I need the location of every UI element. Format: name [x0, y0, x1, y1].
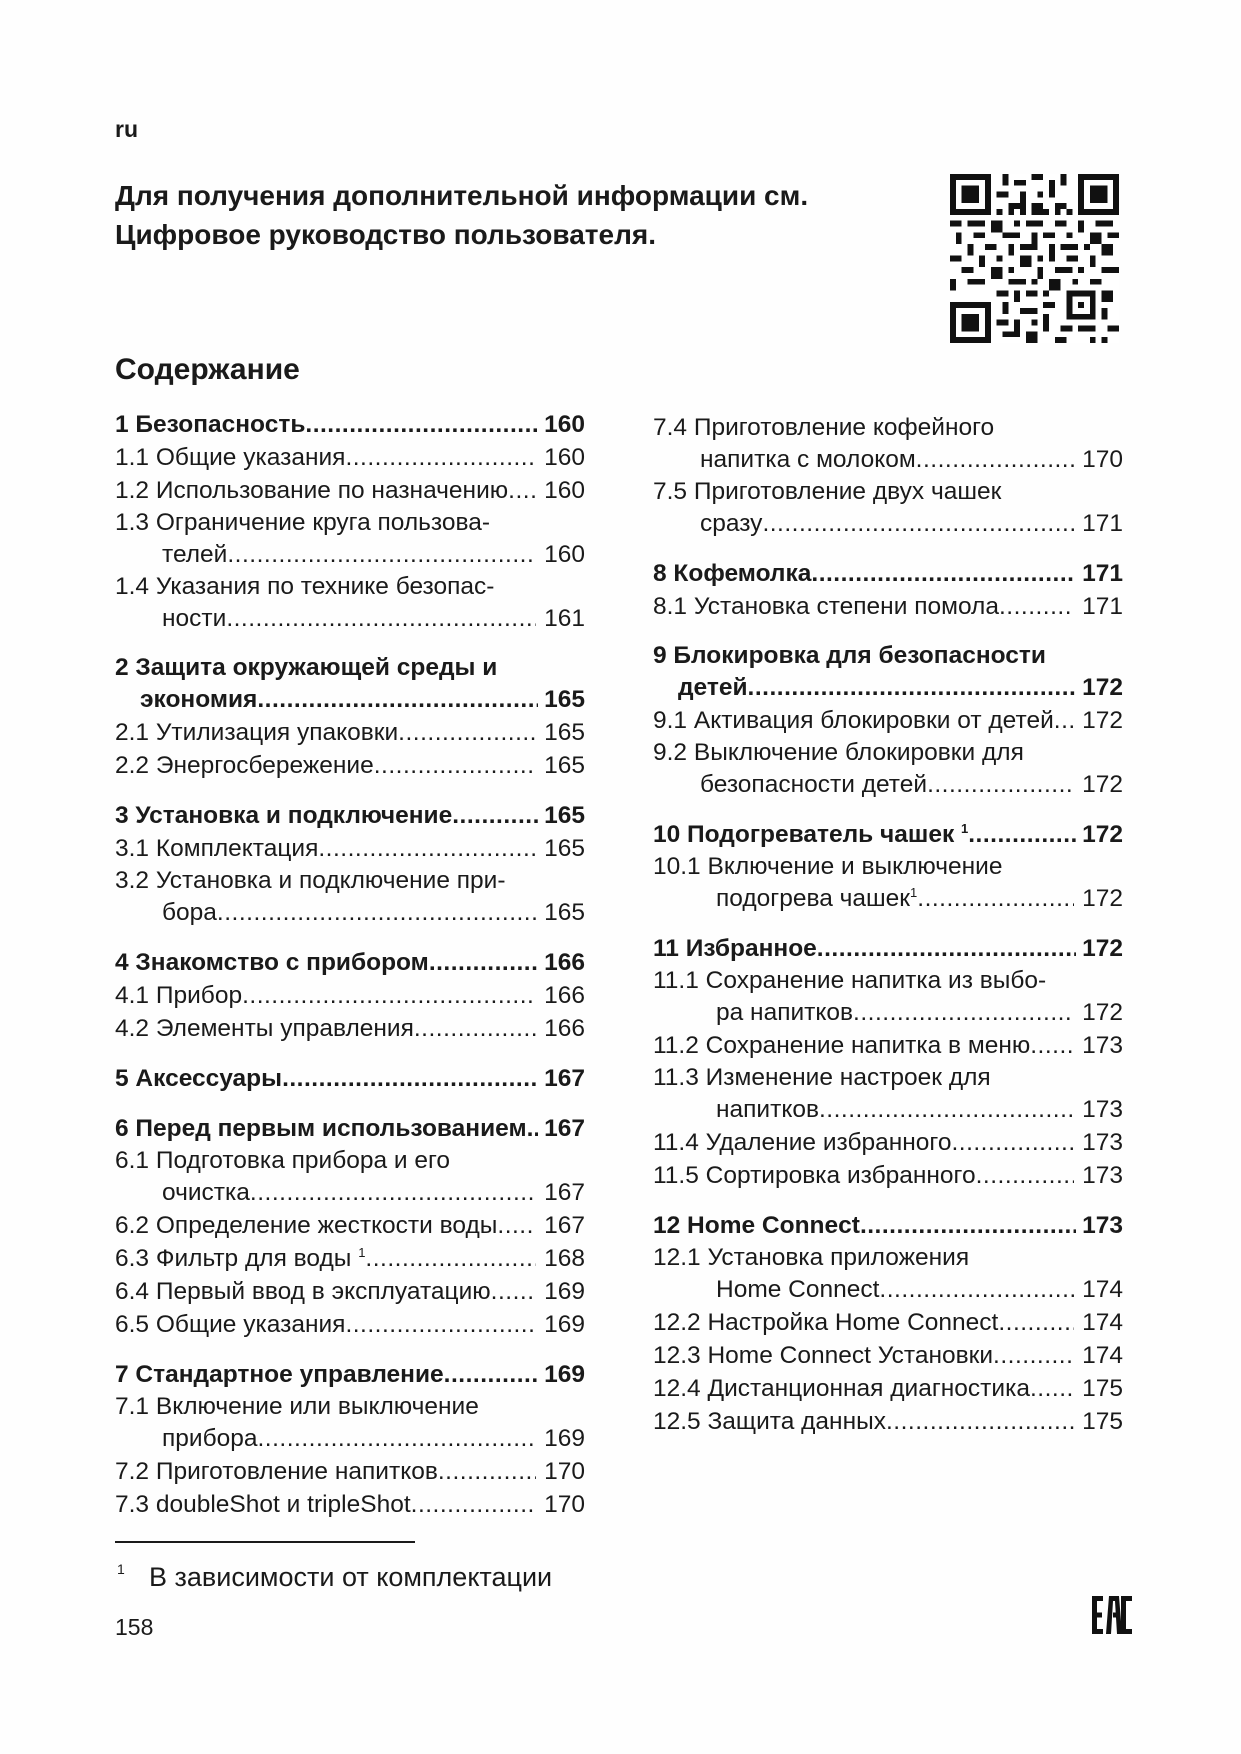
- toc-entry-title: 6.4 Первый ввод в эксплуатацию: [115, 1278, 491, 1305]
- toc-entry[interactable]: [115, 441, 585, 474]
- toc-entry-title-cont: телей: [162, 541, 228, 568]
- toc-entry-title[interactable]: 11.1 Сохранение напитка из выбо-: [653, 967, 1047, 994]
- eac-mark-icon: [1092, 1596, 1132, 1634]
- page-number: 158: [115, 1614, 154, 1640]
- toc-entry-title: 1.2 Использование по назначению: [115, 477, 509, 504]
- dot-leader: [951, 1126, 1074, 1159]
- toc-entry-title-cont: ра напитков: [716, 999, 854, 1026]
- dot-leader: [411, 1488, 536, 1521]
- toc-entry-title-cont: безопасности детей: [700, 771, 928, 798]
- dot-leader: [414, 1012, 536, 1045]
- toc-page-number: 167: [544, 1179, 585, 1206]
- toc-entry[interactable]: [115, 979, 585, 1012]
- toc-entry[interactable]: [653, 507, 1123, 540]
- dot-leader: [250, 1176, 536, 1209]
- dot-leader: [452, 799, 538, 832]
- toc-entry-title: 2.1 Утилизация упаковки: [115, 719, 399, 746]
- dot-leader: [762, 507, 1074, 540]
- toc-left-column: [115, 408, 585, 1521]
- toc-entry-title: 9.1 Активация блокировки от детей: [653, 707, 1054, 734]
- toc-page-number: 174: [1082, 1342, 1123, 1369]
- toc-entry[interactable]: [115, 602, 585, 635]
- toc-title: Содержание: [115, 353, 300, 386]
- dot-leader: [1030, 1029, 1074, 1062]
- toc-chapter-title: 10 Подогреватель чашек: [653, 821, 955, 848]
- toc-entry[interactable]: [115, 1275, 585, 1308]
- dot-leader: [886, 1405, 1074, 1438]
- toc-page-number: 173: [1082, 1162, 1123, 1189]
- toc-entry[interactable]: [115, 1209, 585, 1242]
- dot-leader: [1054, 704, 1074, 737]
- toc-chapter-title: 8 Кофемолка: [653, 560, 812, 587]
- toc-page-number: 172: [1082, 935, 1123, 962]
- toc-chapter[interactable]: [115, 946, 585, 979]
- toc-page-number: 167: [544, 1212, 585, 1239]
- toc-entry-title: 11.5 Сортировка избранного: [653, 1162, 976, 1189]
- toc-chapter[interactable]: [653, 818, 1123, 851]
- toc-page-number: 166: [544, 949, 585, 976]
- dot-leader: [811, 557, 1076, 590]
- toc-page-number: 171: [1082, 510, 1123, 537]
- toc-page-number: 165: [544, 899, 585, 926]
- toc-entry[interactable]: [653, 1372, 1123, 1405]
- toc-entry-title: 2.2 Энергосбережение: [115, 752, 374, 779]
- toc-page-number: 168: [544, 1245, 585, 1272]
- dot-leader: [976, 1159, 1075, 1192]
- toc-entry-title: 7.2 Приготовление напитков: [115, 1458, 438, 1485]
- dot-leader: [879, 1273, 1074, 1306]
- toc-page-number: 165: [544, 719, 585, 746]
- toc-entry-title: 12.4 Дистанционная диагностика: [653, 1375, 1030, 1402]
- toc-entry-title[interactable]: 7.4 Приготовление кофейного: [653, 414, 995, 441]
- language-code: ru: [115, 116, 138, 142]
- dot-leader: [993, 1339, 1074, 1372]
- toc-page-number: 172: [1082, 707, 1123, 734]
- toc-entry[interactable]: [653, 590, 1123, 623]
- dot-leader: [497, 1209, 536, 1242]
- toc-chapter-title-cont: экономия: [140, 686, 258, 713]
- dot-leader: [999, 590, 1074, 623]
- dot-leader: [998, 1306, 1074, 1339]
- toc-chapter[interactable]: [115, 683, 585, 716]
- toc-page-number: 172: [1082, 999, 1123, 1026]
- toc-page-number: 167: [544, 1065, 585, 1092]
- toc-chapter[interactable]: [115, 408, 585, 441]
- qr-code-icon: [950, 174, 1119, 343]
- dot-leader: [305, 408, 538, 441]
- dot-leader: [345, 1308, 536, 1341]
- toc-page-number: 169: [544, 1361, 585, 1388]
- footnote-text: В зависимости от комплектации: [149, 1562, 553, 1592]
- dot-leader: [345, 441, 536, 474]
- toc-entry[interactable]: [115, 1242, 585, 1275]
- dot-leader: [916, 443, 1074, 476]
- dot-leader: [226, 602, 536, 635]
- toc-chapter-title: 1 Безопасность: [115, 411, 306, 438]
- toc-page-number: 160: [544, 444, 585, 471]
- toc-chapter[interactable]: [115, 1062, 585, 1095]
- toc-page-number: 169: [544, 1425, 585, 1452]
- toc-page-number: 161: [544, 605, 585, 632]
- toc-entry-title-cont: сразу: [700, 510, 763, 537]
- toc-entry-title: 11.4 Удаление избранного: [653, 1129, 952, 1156]
- toc-page-number: 165: [544, 835, 585, 862]
- toc-chapter-title[interactable]: 9 Блокировка для безопасности: [653, 642, 1046, 669]
- toc-page-number: 160: [544, 477, 585, 504]
- toc-page-number: 171: [1082, 560, 1123, 587]
- toc-entry-title-cont: очистка: [162, 1179, 250, 1206]
- toc-chapter-title: 3 Установка и подключение: [115, 802, 453, 829]
- footnote-ref: 1: [358, 1244, 366, 1260]
- toc-entry-title[interactable]: 7.5 Приготовление двух чашек: [653, 478, 1002, 505]
- toc-page-number: 173: [1082, 1096, 1123, 1123]
- toc-chapter[interactable]: [115, 1358, 585, 1391]
- dot-leader: [429, 946, 538, 979]
- toc-entry-title[interactable]: 11.3 Изменение настроек для: [653, 1064, 991, 1091]
- toc-page-number: 165: [544, 752, 585, 779]
- dot-leader: [444, 1358, 538, 1391]
- toc-entry[interactable]: [653, 768, 1123, 801]
- toc-page-number: 172: [1082, 674, 1123, 701]
- toc-page-number: 169: [544, 1311, 585, 1338]
- toc-entry-title-cont: подогрева чашек: [716, 885, 911, 912]
- toc-entry-title: 12.2 Настройка Home Connect: [653, 1309, 999, 1336]
- toc-page-number: 171: [1082, 593, 1123, 620]
- toc-entry[interactable]: [653, 1126, 1123, 1159]
- toc-entry[interactable]: [653, 1273, 1123, 1306]
- dot-leader: [748, 671, 1077, 704]
- toc-entry[interactable]: [653, 1405, 1123, 1438]
- toc-entry[interactable]: [653, 996, 1123, 1029]
- toc-page-number: 173: [1082, 1212, 1123, 1239]
- dot-leader: [819, 1093, 1074, 1126]
- dot-leader: [398, 716, 536, 749]
- toc-entry[interactable]: [115, 716, 585, 749]
- toc-entry[interactable]: [115, 896, 585, 929]
- toc-chapter-title: 7 Стандартное управление: [115, 1361, 444, 1388]
- dot-leader: [282, 1062, 538, 1095]
- toc-entry-title[interactable]: 7.1 Включение или выключение: [115, 1393, 479, 1420]
- dot-leader: [1030, 1372, 1074, 1405]
- toc-entry-title-cont: бора: [162, 899, 217, 926]
- dot-leader: [257, 683, 538, 716]
- toc-chapter[interactable]: [115, 1112, 585, 1145]
- toc-entry[interactable]: [653, 882, 1123, 915]
- toc-page-number: 165: [544, 802, 585, 829]
- dot-leader: [927, 768, 1074, 801]
- toc-entry[interactable]: [115, 1455, 585, 1488]
- toc-page-number: 172: [1082, 771, 1123, 798]
- footnote-mark: 1: [117, 1561, 125, 1577]
- toc-chapter-title: 12 Home Connect: [653, 1212, 860, 1239]
- toc-chapter-title: 4 Знакомство с прибором: [115, 949, 429, 976]
- toc-page-number: 173: [1082, 1129, 1123, 1156]
- toc-right-column: [653, 412, 1123, 1438]
- toc-entry-title: 12.5 Защита данных: [653, 1408, 886, 1435]
- toc-page-number: 175: [1082, 1408, 1123, 1435]
- toc-chapter-title-cont: детей: [678, 674, 748, 701]
- toc-entry-title-cont: ности: [162, 605, 227, 632]
- toc-entry-title-cont: напитков: [716, 1096, 819, 1123]
- toc-entry-title: 6.3 Фильтр для воды: [115, 1245, 352, 1272]
- toc-chapter-title: 5 Аксессуары: [115, 1065, 283, 1092]
- dot-leader: [374, 749, 536, 782]
- toc-entry-title[interactable]: 9.2 Выключение блокировки для: [653, 739, 1024, 766]
- intro-line-2: Цифровое руководство пользователя.: [115, 219, 656, 250]
- toc-page-number: 170: [1082, 446, 1123, 473]
- toc-entry[interactable]: [115, 749, 585, 782]
- dot-leader: [491, 1275, 536, 1308]
- toc-page-number: 170: [544, 1458, 585, 1485]
- toc-entry-title-cont: напитка с молоком: [700, 446, 916, 473]
- toc-entry[interactable]: [115, 832, 585, 865]
- intro-heading: [115, 176, 808, 254]
- dot-leader: [365, 1242, 536, 1275]
- toc-entry-title: 12.3 Home Connect Установки: [653, 1342, 994, 1369]
- toc-entry-title: 4.2 Элементы управления: [115, 1015, 414, 1042]
- toc-entry-title: 6.5 Общие указания: [115, 1311, 346, 1338]
- toc-entry[interactable]: [653, 1306, 1123, 1339]
- toc-page-number: 174: [1082, 1309, 1123, 1336]
- dot-leader: [258, 1422, 537, 1455]
- toc-entry-title: 8.1 Установка степени помола: [653, 593, 999, 620]
- footnote-ref: 1: [961, 820, 969, 836]
- toc-entry[interactable]: [115, 1176, 585, 1209]
- toc-entry-title-cont: Home Connect: [716, 1276, 880, 1303]
- dot-leader: [242, 979, 536, 1012]
- toc-entry[interactable]: [653, 443, 1123, 476]
- toc-entry[interactable]: [115, 1308, 585, 1341]
- dot-leader: [968, 818, 1076, 851]
- toc-page-number: 166: [544, 1015, 585, 1042]
- toc-entry-title: 1.1 Общие указания: [115, 444, 346, 471]
- dot-leader: [508, 474, 536, 507]
- toc-entry-title[interactable]: 3.2 Установка и подключение при-: [115, 867, 506, 894]
- dot-leader: [917, 882, 1074, 915]
- toc-entry-title: 6.2 Определение жесткости воды: [115, 1212, 498, 1239]
- toc-entry[interactable]: [653, 1159, 1123, 1192]
- dot-leader: [318, 832, 536, 865]
- toc-page-number: 172: [1082, 885, 1123, 912]
- footnote-divider: [115, 1541, 415, 1543]
- toc-page-number: 174: [1082, 1276, 1123, 1303]
- toc-entry[interactable]: [115, 1488, 585, 1521]
- toc-entry[interactable]: [115, 474, 585, 507]
- toc-chapter-title[interactable]: 2 Защита окружающей среды и: [115, 654, 498, 681]
- toc-entry-title-cont: прибора: [162, 1425, 258, 1452]
- toc-entry[interactable]: [115, 1012, 585, 1045]
- dot-leader: [860, 1209, 1076, 1242]
- toc-page-number: 172: [1082, 821, 1123, 848]
- toc-chapter[interactable]: [653, 1209, 1123, 1242]
- toc-entry-title[interactable]: 10.1 Включение и выключение: [653, 853, 1003, 880]
- toc-entry-title[interactable]: 1.3 Ограничение круга пользова-: [115, 509, 491, 536]
- toc-entry[interactable]: [653, 1093, 1123, 1126]
- toc-page-number: 160: [544, 541, 585, 568]
- toc-page-number: 175: [1082, 1375, 1123, 1402]
- dot-leader: [817, 932, 1076, 965]
- toc-page-number: 160: [544, 411, 585, 438]
- toc-entry-title: 4.1 Прибор: [115, 982, 243, 1009]
- dot-leader: [853, 996, 1074, 1029]
- toc-page-number: 169: [544, 1278, 585, 1305]
- toc-chapter-title: 6 Перед первым использованием.: [115, 1115, 534, 1142]
- toc-entry-title: 7.3 doubleShot и tripleShot: [115, 1491, 411, 1518]
- toc-entry[interactable]: [115, 1422, 585, 1455]
- toc-entry[interactable]: [115, 538, 585, 571]
- toc-entry-title[interactable]: 6.1 Подготовка прибора и его: [115, 1147, 451, 1174]
- toc-chapter[interactable]: [653, 557, 1123, 590]
- toc-entry[interactable]: [653, 1029, 1123, 1062]
- toc-entry-title: 11.2 Сохранение напитка в меню: [653, 1032, 1031, 1059]
- toc-entry[interactable]: [653, 1339, 1123, 1372]
- toc-chapter-title: 11 Избранное: [653, 935, 817, 962]
- dot-leader: [217, 896, 536, 929]
- toc-chapter[interactable]: [115, 799, 585, 832]
- dot-leader: [227, 538, 536, 571]
- toc-chapter[interactable]: [653, 932, 1123, 965]
- toc-page-number: 173: [1082, 1032, 1123, 1059]
- toc-page-number: 170: [544, 1491, 585, 1518]
- dot-leader: [438, 1455, 536, 1488]
- toc-chapter[interactable]: [653, 671, 1123, 704]
- toc-entry-title: 3.1 Комплектация: [115, 835, 319, 862]
- toc-page-number: 165: [544, 686, 585, 713]
- toc-page-number: 166: [544, 982, 585, 1009]
- footnote-ref: 1: [910, 884, 918, 900]
- intro-line-1: Для получения дополнительной информации см.: [115, 180, 809, 211]
- toc-entry-title[interactable]: 1.4 Указания по технике безопас-: [115, 573, 495, 600]
- toc-entry-title[interactable]: 12.1 Установка приложения: [653, 1244, 970, 1271]
- toc-page-number: 167: [544, 1115, 585, 1142]
- toc-entry[interactable]: [653, 704, 1123, 737]
